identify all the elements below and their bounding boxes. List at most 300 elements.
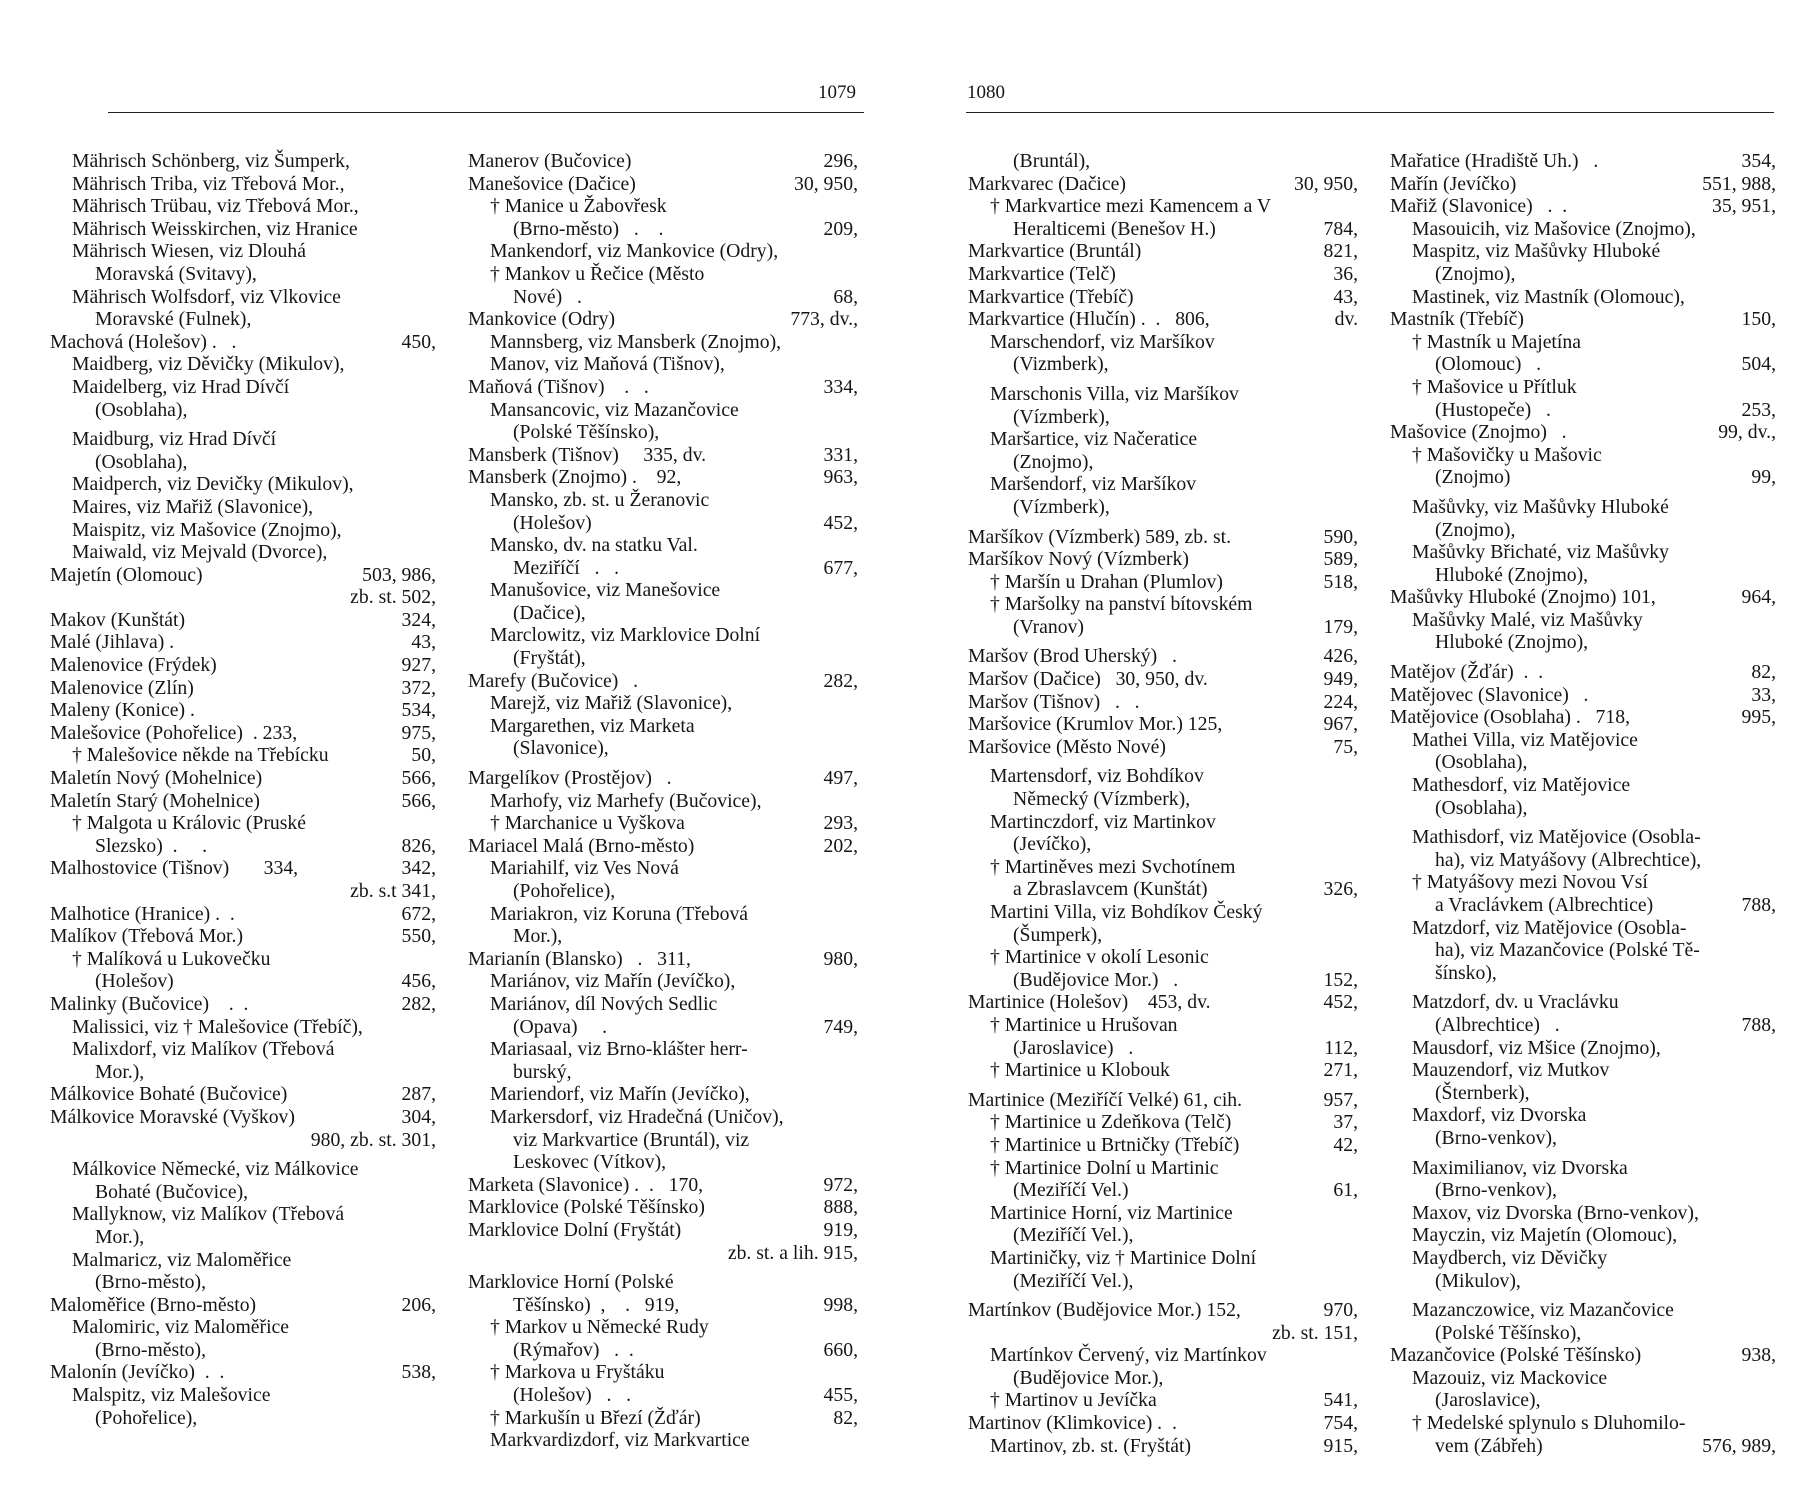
index-entry-line xyxy=(1390,1322,1776,1345)
entry-text: † Manice u Žabovřesk xyxy=(490,195,667,218)
entry-page-refs: 331, xyxy=(823,443,858,466)
entry-page-refs xyxy=(430,1061,436,1084)
index-entry-line xyxy=(468,1219,858,1242)
index-entry-line xyxy=(468,534,858,557)
index-entry-line xyxy=(968,1247,1358,1270)
entry-text: † Malešovice někde na Třebícku xyxy=(72,744,329,767)
index-entry-line xyxy=(468,1174,858,1197)
entry-page-refs xyxy=(852,602,858,625)
index-entry-line xyxy=(1390,1037,1776,1060)
entry-page-refs xyxy=(1352,331,1358,354)
entry-text: Mährisch Trübau, viz Třebová Mor., xyxy=(72,195,359,218)
entry-page-refs xyxy=(430,1249,436,1272)
index-entry-line xyxy=(50,473,436,496)
index-entry-line xyxy=(968,526,1358,549)
entry-page-refs: 455, xyxy=(823,1384,858,1407)
entry-text: Mayczin, viz Majetín (Olomouc), xyxy=(1412,1224,1678,1247)
right-header-rule xyxy=(966,112,1774,113)
entry-text: Martinice Horní, viz Martinice xyxy=(990,1201,1233,1224)
entry-page-refs xyxy=(1352,406,1358,429)
index-entry-line xyxy=(50,376,436,399)
index-entry-line xyxy=(468,512,858,535)
entry-text: Matějovice (Osoblaha) . 718, xyxy=(1390,706,1631,729)
index-entry-line xyxy=(468,692,858,715)
entry-text: Manerov (Bučovice) xyxy=(468,150,632,172)
entry-page-refs xyxy=(1770,218,1776,241)
entry-text: (Polské Těšínsko), xyxy=(1435,1321,1582,1344)
entry-page-refs xyxy=(1352,811,1358,834)
index-entry-line xyxy=(468,602,858,625)
entry-text: Mazančovice (Polské Těšínsko) xyxy=(1390,1344,1642,1367)
entry-page-refs xyxy=(852,579,858,602)
entry-page-refs xyxy=(430,263,436,286)
entry-page-refs xyxy=(852,993,858,1016)
entry-page-refs: 541, xyxy=(1323,1389,1358,1412)
index-entry-line xyxy=(968,353,1358,376)
entry-page-refs xyxy=(1770,541,1776,564)
entry-text: Malspitz, viz Malešovice xyxy=(72,1384,271,1407)
entry-page-refs xyxy=(1352,788,1358,811)
entry-text: Matzdorf, viz Matějovice (Osobla- xyxy=(1412,916,1687,939)
index-entry-line xyxy=(1390,1344,1776,1367)
entry-text: (Pohořelice), xyxy=(95,1406,198,1429)
entry-text: (Pohořelice), xyxy=(513,880,616,902)
entry-page-refs xyxy=(852,970,858,993)
entry-page-refs xyxy=(430,1339,436,1362)
entry-page-refs: 938, xyxy=(1741,1344,1776,1367)
entry-page-refs: 754, xyxy=(1323,1412,1358,1435)
index-entry-line xyxy=(1390,849,1776,872)
entry-text: (Znojmo), xyxy=(1435,262,1516,285)
entry-page-refs xyxy=(1770,939,1776,962)
index-entry-line xyxy=(50,631,436,654)
entry-page-refs: zb. st. 502, xyxy=(350,586,436,609)
entry-text: Málkovice Německé, viz Málkovice xyxy=(72,1158,359,1181)
entry-text: Marefy (Bučovice) . xyxy=(468,669,639,692)
entry-text: (Jaroslavice), xyxy=(1435,1389,1541,1412)
index-entry-line xyxy=(1390,684,1776,707)
entry-text: Mallyknow, viz Malíkov (Třebová xyxy=(72,1203,345,1226)
entry-page-refs xyxy=(852,1061,858,1084)
index-entry-line xyxy=(50,1106,436,1129)
entry-page-refs xyxy=(1770,1037,1776,1060)
entry-text: Margelíkov (Prostějov) . xyxy=(468,767,672,790)
entry-text: (Albrechtice) . xyxy=(1435,1013,1560,1036)
entry-page-refs xyxy=(430,399,436,422)
index-entry-line xyxy=(468,1339,858,1362)
index-entry-line xyxy=(1390,195,1776,218)
entry-text: Mansko, zb. st. u Žeranovic xyxy=(490,488,710,511)
index-entry-line xyxy=(468,1129,858,1152)
entry-page-refs xyxy=(430,1181,436,1204)
entry-page-refs: 37, xyxy=(1333,1111,1358,1134)
entry-page-refs xyxy=(1352,1224,1358,1247)
index-entry-line xyxy=(50,331,436,354)
entry-text: † Martinice u Zdeňkova (Telč) xyxy=(990,1111,1232,1134)
index-column-1 xyxy=(50,150,436,1429)
index-entry-line xyxy=(968,173,1358,196)
index-column-4 xyxy=(1390,150,1776,1457)
entry-page-refs: 287, xyxy=(401,1083,436,1106)
entry-text: Mastinek, viz Mastník (Olomouc), xyxy=(1412,285,1685,308)
entry-page-refs xyxy=(430,286,436,309)
index-entry-line xyxy=(50,993,436,1016)
entry-text: Mariasaal, viz Brno-klášter herr- xyxy=(490,1038,748,1061)
index-entry-line xyxy=(1390,917,1776,940)
entry-text: Marhofy, viz Marhefy (Bučovice), xyxy=(490,789,762,812)
entry-text: Maršendorf, viz Maršíkov xyxy=(990,473,1197,496)
index-entry-line xyxy=(50,353,436,376)
index-entry-line xyxy=(468,647,858,670)
entry-page-refs: 773, dv., xyxy=(790,308,858,331)
entry-page-refs xyxy=(1770,331,1776,354)
index-entry-line xyxy=(468,399,858,422)
index-entry-line xyxy=(468,715,858,738)
index-entry-line xyxy=(1390,263,1776,286)
index-entry-line xyxy=(968,969,1358,992)
entry-text: Mährisch Schönberg, viz Šumperk, xyxy=(72,150,350,172)
entry-page-refs: 957, xyxy=(1323,1088,1358,1111)
entry-page-refs xyxy=(430,428,436,451)
entry-page-refs: 61, xyxy=(1333,1179,1358,1202)
left-header-rule xyxy=(108,112,864,113)
entry-text: (Osoblaha), xyxy=(1435,751,1528,774)
entry-page-refs xyxy=(1352,924,1358,947)
entry-text: (Vranov) xyxy=(1013,615,1084,638)
index-entry-line xyxy=(50,1271,436,1294)
entry-page-refs xyxy=(1770,1059,1776,1082)
entry-page-refs xyxy=(1770,376,1776,399)
entry-page-refs xyxy=(852,1271,858,1294)
index-entry-line xyxy=(1390,729,1776,752)
entry-page-refs xyxy=(430,353,436,376)
entry-text: Mansberk (Znojmo) . 92, xyxy=(468,466,682,489)
entry-page-refs xyxy=(430,1016,436,1039)
entry-page-refs xyxy=(1770,1104,1776,1127)
entry-page-refs: 342, xyxy=(401,857,436,880)
entry-page-refs: 304, xyxy=(401,1105,436,1128)
entry-text: Mašovice (Znojmo) . xyxy=(1390,421,1567,444)
index-entry-line xyxy=(968,383,1358,406)
entry-page-refs xyxy=(852,263,858,286)
entry-text: Maršovice (Krumlov Mor.) 125, xyxy=(968,713,1223,736)
entry-page-refs: 967, xyxy=(1323,713,1358,736)
entry-text: Maletín Starý (Mohelnice) xyxy=(50,789,260,812)
index-entry-line xyxy=(50,1294,436,1317)
entry-page-refs xyxy=(430,451,436,474)
index-entry-line xyxy=(468,1242,858,1265)
index-entry-line xyxy=(50,835,436,858)
entry-page-refs xyxy=(1770,871,1776,894)
index-entry-line xyxy=(1390,376,1776,399)
index-entry-line xyxy=(50,857,436,880)
entry-text: Margarethen, viz Marketa xyxy=(490,714,695,737)
entry-text: Markvartice (Třebíč) xyxy=(968,285,1134,308)
index-entry-line xyxy=(968,668,1358,691)
index-entry-line xyxy=(468,925,858,948)
entry-page-refs: 980, xyxy=(823,947,858,970)
index-entry-line xyxy=(50,699,436,722)
entry-page-refs: 534, xyxy=(401,699,436,722)
entry-text: Mazouiz, viz Mackovice xyxy=(1412,1366,1608,1389)
entry-text: † Martiněves mezi Svchotínem xyxy=(990,855,1236,878)
index-entry-line xyxy=(1390,1299,1776,1322)
index-entry-line xyxy=(968,1089,1358,1112)
entry-text: Maidperch, viz Devičky (Mikulov), xyxy=(72,473,354,496)
entry-text: Malomiric, viz Maloměřice xyxy=(72,1316,290,1339)
entry-page-refs: 271, xyxy=(1323,1059,1358,1082)
entry-text: † Martinice u Hrušovan xyxy=(990,1013,1178,1036)
entry-text: (Osoblaha), xyxy=(95,398,188,421)
entry-page-refs xyxy=(1770,774,1776,797)
entry-text: Marejž, viz Mařiž (Slavonice), xyxy=(490,692,733,715)
entry-page-refs: 30, 950, xyxy=(794,172,858,195)
entry-page-refs xyxy=(1770,1157,1776,1180)
entry-text: (Šumperk), xyxy=(1013,923,1103,946)
entry-text: burský, xyxy=(513,1060,572,1083)
index-entry-line xyxy=(1390,1224,1776,1247)
entry-page-refs xyxy=(1770,564,1776,587)
entry-text: Maidelberg, viz Hrad Dívčí xyxy=(72,375,290,398)
entry-text: Těšínsko) , . 919, xyxy=(513,1293,680,1316)
entry-page-refs xyxy=(1770,729,1776,752)
entry-page-refs xyxy=(1352,1270,1358,1293)
entry-text: Maydberch, viz Děvičky xyxy=(1412,1246,1608,1269)
index-entry-line xyxy=(1390,331,1776,354)
entry-page-refs: 551, 988, xyxy=(1702,172,1776,195)
entry-text: Nové) . xyxy=(513,285,582,308)
index-entry-line xyxy=(968,1322,1358,1345)
entry-text: Mazanczowice, viz Mazančovice xyxy=(1412,1299,1674,1322)
entry-text: Malixdorf, viz Malíkov (Třebová xyxy=(72,1038,335,1061)
entry-page-refs xyxy=(430,150,436,173)
entry-text: (Budějovice Mor.), xyxy=(1013,1366,1164,1389)
entry-text: (Meziříčí Vel.), xyxy=(1013,1224,1134,1247)
entry-text: Markvartice (Telč) xyxy=(968,262,1116,285)
entry-text: Martinice (Meziříčí Velké) 61, cih. xyxy=(968,1088,1243,1111)
entry-page-refs: 99, xyxy=(1751,466,1776,489)
index-entry-line xyxy=(1390,1059,1776,1082)
index-entry-line xyxy=(50,744,436,767)
entry-page-refs: 150, xyxy=(1741,308,1776,331)
entry-page-refs xyxy=(852,925,858,948)
entry-page-refs xyxy=(1352,1367,1358,1390)
entry-text: (Slavonice), xyxy=(513,737,609,760)
index-entry-line xyxy=(968,548,1358,571)
index-entry-line xyxy=(468,1271,858,1294)
entry-text: Malmaricz, viz Maloměřice xyxy=(72,1248,292,1271)
entry-text: Marschendorf, viz Maršíkov xyxy=(990,330,1215,353)
entry-page-refs xyxy=(430,173,436,196)
entry-page-refs xyxy=(1352,1344,1358,1367)
entry-text: Málkovice Moravské (Vyškov) xyxy=(50,1105,295,1128)
entry-text: viz Markvartice (Bruntál), viz xyxy=(513,1128,750,1151)
entry-text: Martensdorf, viz Bohdíkov xyxy=(990,765,1204,788)
entry-text: Mansberk (Tišnov) 335, dv. xyxy=(468,443,707,466)
entry-page-refs: 42, xyxy=(1333,1133,1358,1156)
index-entry-line xyxy=(468,286,858,309)
entry-text: † Martinice u Brtničky (Třebíč) xyxy=(990,1133,1240,1156)
entry-text: † Markov u Německé Rudy xyxy=(490,1316,709,1339)
entry-text: (Znojmo), xyxy=(1013,450,1094,473)
entry-text: Malonín (Jevíčko) . . xyxy=(50,1361,225,1384)
entry-page-refs: 82, xyxy=(833,1406,858,1429)
entry-page-refs xyxy=(430,1158,436,1181)
index-entry-line xyxy=(968,331,1358,354)
entry-text: Bohaté (Bučovice), xyxy=(95,1180,249,1203)
index-entry-line xyxy=(50,1361,436,1384)
index-entry-line xyxy=(1390,962,1776,985)
index-entry-line xyxy=(968,1299,1358,1322)
index-entry-line xyxy=(1390,541,1776,564)
entry-text: ha), viz Mazančovice (Polské Tě- xyxy=(1435,939,1700,962)
entry-text: (Opava) . xyxy=(513,1015,608,1038)
entry-text: † Martinov u Jevíčka xyxy=(990,1389,1157,1412)
entry-text: Německý (Vízmberk), xyxy=(1013,788,1191,811)
index-entry-line xyxy=(968,616,1358,639)
entry-page-refs xyxy=(1352,593,1358,616)
index-entry-line xyxy=(50,654,436,677)
index-entry-line xyxy=(1390,150,1776,173)
index-entry-line xyxy=(50,451,436,474)
index-column-3 xyxy=(968,150,1358,1457)
index-entry-line xyxy=(468,421,858,444)
entry-page-refs xyxy=(852,353,858,376)
entry-page-refs xyxy=(852,1038,858,1061)
entry-page-refs: 282, xyxy=(823,669,858,692)
index-entry-line xyxy=(50,948,436,971)
entry-page-refs: 35, 951, xyxy=(1712,195,1776,218)
entry-text: (Znojmo), xyxy=(1435,518,1516,541)
index-entry-line xyxy=(50,263,436,286)
entry-page-refs: 503, 986, xyxy=(362,563,436,586)
entry-text: (Vízmberk), xyxy=(1013,495,1110,518)
index-entry-line xyxy=(1390,444,1776,467)
entry-text: † Martinice u Klobouk xyxy=(990,1059,1170,1082)
entry-page-refs: 995, xyxy=(1741,706,1776,729)
entry-text: Matějovec (Slavonice) . xyxy=(1390,683,1589,706)
index-entry-line xyxy=(968,946,1358,969)
entry-text: † Mašovice u Přítluk xyxy=(1412,375,1577,398)
entry-text: Meziříčí . . xyxy=(513,556,620,579)
entry-text: Markvarec (Dačice) xyxy=(968,172,1126,195)
entry-page-refs xyxy=(1352,353,1358,376)
index-entry-line xyxy=(468,1106,858,1129)
entry-page-refs xyxy=(852,489,858,512)
entry-page-refs: 33, xyxy=(1751,683,1776,706)
entry-page-refs xyxy=(1770,1224,1776,1247)
index-entry-line xyxy=(468,812,858,835)
entry-page-refs xyxy=(430,1316,436,1339)
entry-text: Maispitz, viz Mašovice (Znojmo), xyxy=(72,518,342,541)
entry-text: Málkovice Bohaté (Bučovice) xyxy=(50,1083,288,1106)
index-entry-line xyxy=(968,713,1358,736)
entry-text: Maidberg, viz Děvičky (Mikulov), xyxy=(72,353,345,376)
index-entry-line xyxy=(968,195,1358,218)
index-entry-line xyxy=(50,564,436,587)
index-entry-line xyxy=(1390,661,1776,684)
entry-text: (Brno-město), xyxy=(95,1271,206,1294)
index-entry-line xyxy=(50,586,436,609)
entry-text: Machová (Holešov) . . xyxy=(50,330,237,353)
index-entry-line xyxy=(968,571,1358,594)
index-entry-line xyxy=(468,1429,858,1452)
index-entry-line xyxy=(50,541,436,564)
entry-text: Mor.), xyxy=(95,1225,145,1248)
entry-text: Maršovice (Město Nové) xyxy=(968,735,1166,758)
index-entry-line xyxy=(468,218,858,241)
entry-text: Maletín Nový (Mohelnice) xyxy=(50,767,263,790)
entry-page-refs: 456, xyxy=(401,970,436,993)
index-entry-line xyxy=(1390,751,1776,774)
entry-text: Mašůvky Hluboké (Znojmo) 101, xyxy=(1390,586,1656,609)
index-entry-line xyxy=(968,428,1358,451)
index-entry-line xyxy=(468,1196,858,1219)
entry-text: Mansko, dv. na statku Val. xyxy=(490,534,698,557)
entry-page-refs: 324, xyxy=(401,608,436,631)
index-entry-line xyxy=(50,150,436,173)
entry-text: Makov (Kunštát) xyxy=(50,608,186,631)
index-entry-line xyxy=(968,991,1358,1014)
index-entry-line xyxy=(968,1344,1358,1367)
index-entry-line xyxy=(468,1384,858,1407)
entry-page-refs: 209, xyxy=(823,217,858,240)
entry-text: Mašůvky Malé, viz Mašůvky xyxy=(1412,608,1643,631)
entry-text: † Matyášovy mezi Novou Vsí xyxy=(1412,871,1648,894)
index-entry-line xyxy=(968,1367,1358,1390)
index-entry-line xyxy=(50,970,436,993)
entry-page-refs: 497, xyxy=(823,767,858,790)
entry-page-refs: 30, 950, xyxy=(1294,172,1358,195)
entry-text: Marianín (Blansko) . 311, xyxy=(468,947,691,970)
entry-text: (Brno-město) . . xyxy=(513,217,664,240)
entry-text: Malhostovice (Tišnov) 334, xyxy=(50,857,299,880)
entry-page-refs xyxy=(852,1106,858,1129)
entry-text: Malhotice (Hranice) . . xyxy=(50,902,235,925)
entry-text: Moravská (Svitavy), xyxy=(95,262,257,285)
entry-page-refs: 788, xyxy=(1741,894,1776,916)
entry-text: Maximilianov, viz Dvorska xyxy=(1412,1156,1628,1179)
index-entry-line xyxy=(1390,218,1776,241)
left-page-number: 1079 xyxy=(818,82,856,103)
index-entry-line xyxy=(1390,1179,1776,1202)
index-entry-line xyxy=(968,240,1358,263)
entry-page-refs: 672, xyxy=(401,902,436,925)
index-entry-line xyxy=(968,308,1358,331)
index-entry-line xyxy=(50,767,436,790)
entry-text: † Mastník u Majetína xyxy=(1412,330,1581,353)
entry-text: Heralticemi (Benešov H.) xyxy=(1013,217,1216,240)
index-entry-line xyxy=(968,451,1358,474)
index-entry-line xyxy=(468,1151,858,1174)
entry-text: Maiwald, viz Mejvald (Dvorce), xyxy=(72,541,328,564)
entry-page-refs xyxy=(1352,856,1358,879)
entry-text: šínsko), xyxy=(1435,961,1497,984)
entry-text: a Zbraslavcem (Kunštát) xyxy=(1013,878,1208,901)
index-entry-line xyxy=(1390,1127,1776,1150)
index-entry-line xyxy=(468,970,858,993)
entry-page-refs: 112, xyxy=(1324,1036,1358,1059)
entry-page-refs: 788, xyxy=(1741,1013,1776,1036)
index-entry-line xyxy=(468,857,858,880)
index-entry-line xyxy=(968,788,1358,811)
index-entry-line xyxy=(50,1339,436,1362)
entry-page-refs: 590, xyxy=(1323,525,1358,548)
entry-text: Martinczdorf, viz Martinkov xyxy=(990,810,1216,833)
entry-page-refs: 224, xyxy=(1323,690,1358,713)
index-entry-line xyxy=(968,1059,1358,1082)
entry-page-refs xyxy=(430,1384,436,1407)
